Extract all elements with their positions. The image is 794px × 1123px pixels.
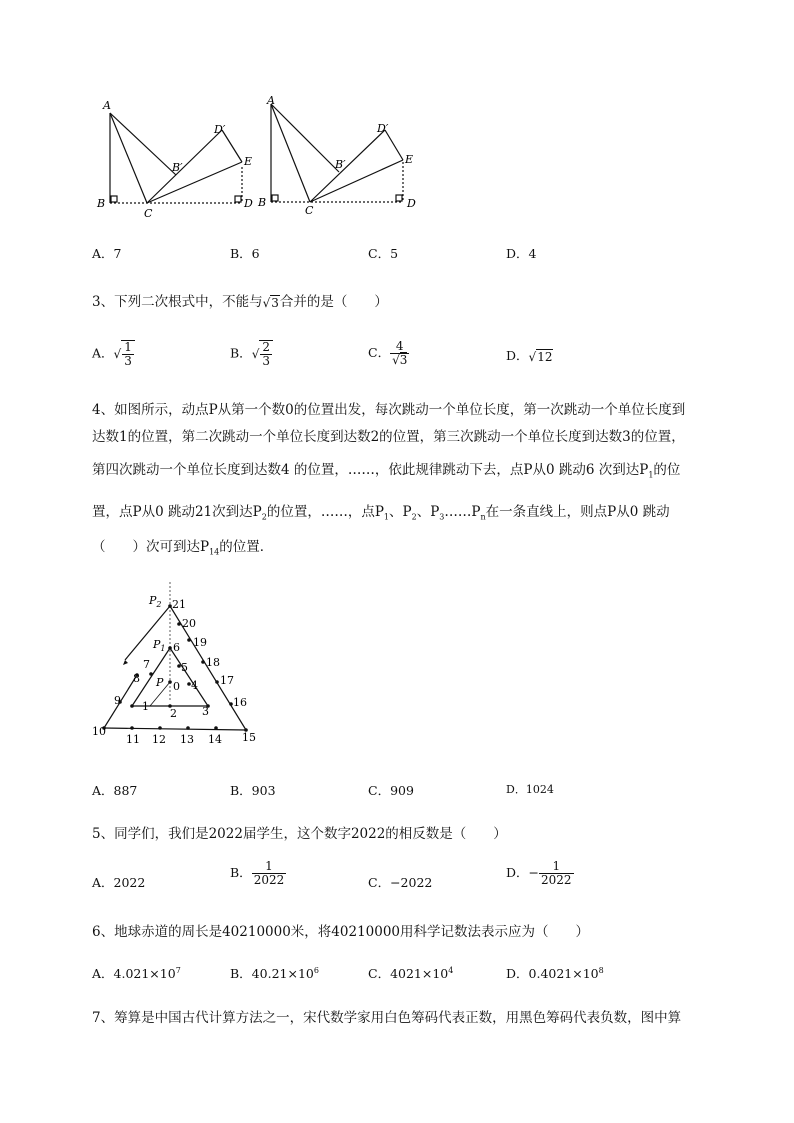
q5-choices <box>92 860 732 900</box>
num-14: 14 <box>208 733 222 746</box>
q2-choice-c[interactable]: C．5 <box>368 246 399 261</box>
num-2: 2 <box>170 707 177 720</box>
label-E: E <box>405 153 414 166</box>
label-p: P <box>156 676 164 689</box>
label-p2: $P_2$ <box>149 594 162 609</box>
q6-choice-a[interactable]: A．$4.021\times 10^7$ <box>92 965 181 981</box>
q3-choices <box>92 340 732 380</box>
num-16: 16 <box>233 696 247 709</box>
q4-choice-a[interactable]: A．887 <box>92 783 138 798</box>
q4-choice-d[interactable]: D．1024 <box>506 783 554 796</box>
num-7: 7 <box>143 658 150 671</box>
num-0: 0 <box>173 680 180 693</box>
q2-choice-d[interactable]: D．4 <box>506 246 537 261</box>
num-11: 11 <box>126 733 140 746</box>
label-E: E <box>244 155 253 168</box>
num-20: 20 <box>182 617 196 630</box>
q3-choice-d[interactable]: D．√12 <box>506 348 553 364</box>
num-4: 4 <box>191 679 198 692</box>
q4-line-3: 第四次跳动一个单位长度到达数4 的位置，……，依此规律跳动下去，点P从0 跳动6 次到达$P_1$的位 <box>92 462 681 480</box>
q6-choices <box>92 964 732 1004</box>
num-1: 1 <box>142 700 149 713</box>
num-13: 13 <box>180 733 194 746</box>
q6-choice-c[interactable]: C．$4021\times 10^4$ <box>368 965 454 981</box>
num-6: 6 <box>173 641 180 654</box>
num-17: 17 <box>220 674 234 687</box>
num-15: 15 <box>242 731 256 744</box>
label-A: A <box>103 99 111 112</box>
num-12: 12 <box>152 733 166 746</box>
figure-1 <box>92 95 262 220</box>
q3-choice-c[interactable]: C． $\frac{4}{√3}$ <box>368 339 408 368</box>
q5-choice-c[interactable]: C．−2022 <box>368 875 433 890</box>
q3-choice-b[interactable]: B．√ $\frac{2}{3}$ <box>230 340 273 368</box>
jump-triangle-diagram <box>90 580 270 750</box>
q5-choice-d[interactable]: D．− $\frac{1}{2022}$ <box>506 859 572 888</box>
q5-choice-b[interactable]: B． $\frac{1}{2022}$ <box>230 859 285 888</box>
label-B-prime: B′ <box>335 158 346 171</box>
label-C: C <box>305 204 314 217</box>
num-3: 3 <box>202 705 209 718</box>
q4-line-5: （ ）次可到达$P_{14}$的位置． <box>92 539 274 557</box>
num-9: 9 <box>114 694 121 707</box>
label-C: C <box>144 207 153 220</box>
q4-choice-b[interactable]: B．903 <box>230 783 276 798</box>
label-B-prime: B′ <box>172 161 183 174</box>
q4-line-2: 达数1的位置，第二次跳动一个单位长度到达数2的位置，第三次跳动一个单位长度到达数3的位置， <box>92 429 685 445</box>
label-B: B <box>97 197 106 210</box>
q6-choice-b[interactable]: B．$40.21\times 10^6$ <box>230 965 319 981</box>
q4-line-4: 置，点P从0 跳动21次到达$P_2$的位置，……，点$P_1$、$P_2$、$P_3\dots\dots P_n$在一条直线上，则点P从0 跳动 <box>92 504 670 522</box>
q2-choice-b[interactable]: B．6 <box>230 246 260 261</box>
label-B: B <box>258 196 267 209</box>
figure-2 <box>255 92 430 217</box>
q2-choice-a[interactable]: A．7 <box>92 246 122 261</box>
num-10: 10 <box>92 725 106 738</box>
num-19: 19 <box>193 636 207 649</box>
label-p1: $P_1$ <box>153 638 166 653</box>
q6-choice-d[interactable]: D．$0.4021\times 10^8$ <box>506 965 604 981</box>
q4-choice-c[interactable]: C．909 <box>368 783 414 798</box>
q7-stem: 7、筹算是中国古代计算方法之一，宋代数学家用白色筹码代表正数，用黑色筹码代表负数，图中算 <box>92 1010 682 1026</box>
q6-stem: 6、地球赤道的周长是40210000米，将40210000用科学记数法表示应为（ ） <box>92 924 590 940</box>
q5-stem: 5、同学们，我们是2022届学生，这个数字2022的相反数是（ ） <box>92 826 507 842</box>
q4-line-1: 4、如图所示，动点P从第一个数0的位置出发，每次跳动一个单位长度，第一次跳动一个单位长度到 <box>92 402 686 418</box>
q4-choices <box>92 781 732 821</box>
q3-stem: 3、下列二次根式中，不能与√3合并的是（ ） <box>92 294 388 310</box>
label-D-prime: D′ <box>377 122 389 135</box>
label-D: D <box>407 197 416 210</box>
num-5: 5 <box>181 661 188 674</box>
label-D: D <box>244 197 253 210</box>
num-8: 8 <box>133 672 140 685</box>
num-18: 18 <box>206 656 220 669</box>
q5-choice-a[interactable]: A．2022 <box>92 875 146 890</box>
label-D-prime: D′ <box>214 123 226 136</box>
q2-choices <box>92 244 732 284</box>
q3-choice-a[interactable]: A．√ $\frac{1}{3}$ <box>92 340 135 368</box>
label-A: A <box>267 94 275 107</box>
num-21: 21 <box>172 598 186 611</box>
